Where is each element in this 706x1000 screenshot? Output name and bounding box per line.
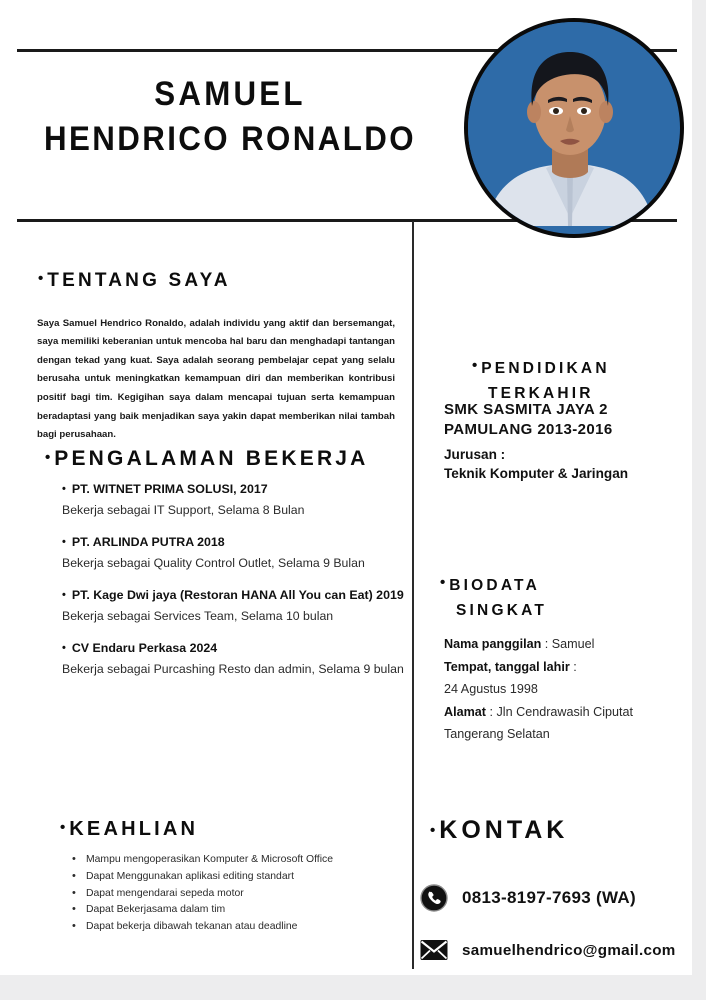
education-heading <box>472 353 610 406</box>
bullet-icon: • <box>430 822 436 839</box>
biodata-heading-line1: BIODATA <box>449 577 540 594</box>
experience-heading-label: PENGALAMAN BEKERJA <box>54 447 369 470</box>
list-item: • Dapat Bekerjasama dalam tim <box>72 902 402 919</box>
page-bottom-margin <box>0 975 706 1000</box>
page-right-margin <box>692 0 706 975</box>
bullet-icon: • <box>38 270 44 287</box>
biodata-value: Samuel <box>551 637 595 651</box>
experience-title-label: CV Endaru Perkasa 2024 <box>71 641 218 655</box>
experience-title-label: PT. Kage Dwi jaya (Restoran HANA All You can Eat) 2019 <box>71 588 404 602</box>
list-item <box>0 639 412 678</box>
bullet-icon: • <box>62 589 66 601</box>
experience-description: Bekerja sebagai IT Support, Selama 8 Bulan <box>62 503 305 517</box>
last-name: HENDRICO RONALDO <box>44 120 416 158</box>
experience-title-label: PT. WITNET PRIMA SOLUSI, 2017 <box>71 482 268 496</box>
skills-list <box>72 852 402 936</box>
education-heading-line2: TERKAHIR <box>488 385 594 402</box>
bullet-icon: • <box>62 536 66 548</box>
right-column <box>412 0 706 975</box>
skills-heading <box>60 815 198 842</box>
experience-list <box>0 480 412 692</box>
bullet-icon: • <box>62 642 66 654</box>
biodata-value: 24 Agustus 1998 <box>444 682 538 696</box>
biodata-separator: : <box>486 704 497 719</box>
bullet-icon: • <box>62 483 66 495</box>
bullet-icon: • <box>440 574 446 591</box>
experience-title-label: PT. ARLINDA PUTRA 2018 <box>71 535 225 549</box>
experience-description: Bekerja sebagai Services Team, Selama 10 bulan <box>62 609 334 623</box>
bullet-icon: • <box>45 449 51 466</box>
list-item <box>444 678 699 701</box>
biodata-list <box>444 633 699 746</box>
bullet-icon: • <box>472 357 478 374</box>
list-item <box>444 656 699 679</box>
biodata-value: Jln Cendrawasih Ciputat <box>496 704 634 719</box>
biodata-separator: : <box>541 637 552 651</box>
list-item: • Dapat bekerja dibawah tekanan atau deadline <box>72 919 402 936</box>
experience-title <box>0 639 408 657</box>
biodata-label: Nama panggilan <box>444 637 542 651</box>
contact-phone[interactable] <box>420 884 636 912</box>
experience-title <box>0 533 408 551</box>
education-school: SMK SASMITA JAYA 2 PAMULANG 2013-2016 <box>444 401 613 438</box>
list-item <box>0 480 412 519</box>
experience-title <box>0 586 408 604</box>
about-heading <box>38 266 231 293</box>
contact-email[interactable] <box>420 936 676 964</box>
about-heading-label: TENTANG SAYA <box>47 270 231 291</box>
experience-description: Bekerja sebagai Quality Control Outlet, Selama 9 Bulan <box>62 556 365 570</box>
list-item <box>444 723 699 746</box>
about-body: Saya Samuel Hendrico Ronaldo, adalah individu yang aktif dan bersemangat, saya memiliki keberanian untuk mencoba hal baru dan menghadapi tantangan dengan tekad yang kuat. Saya adalah seorang pembelajar cepat yang selalu berusaha untuk meningkatkan kemampuan diri dan memberikan kontribusi positif bagi tim. Kegigihan saya dalam mencapai tujuan serta kemampuan beradaptasi yang baik menjadikan saya yakin dapat memberikan nilai tambah bagi perusahaan. <box>37 317 395 441</box>
experience-description: Bekerja sebagai Purcashing Resto dan admin, Selama 9 bulan <box>62 662 404 676</box>
experience-heading <box>45 445 369 471</box>
biodata-heading-line2: SINGKAT <box>456 602 547 619</box>
list-item <box>0 533 412 572</box>
biodata-value: Tangerang Selatan <box>444 727 550 741</box>
list-item <box>0 586 412 625</box>
contact-phone-value: 0813-8197-7693 (WA) <box>462 888 636 907</box>
education-major-value: Teknik Komputer & Jaringan <box>444 466 629 481</box>
contact-heading <box>430 818 568 843</box>
biodata-separator: : <box>569 659 577 674</box>
education-heading-line1: PENDIDIKAN <box>481 360 610 377</box>
list-item: • Dapat mengendarai sepeda motor <box>72 886 402 903</box>
biodata-label: Alamat <box>444 704 486 719</box>
skills-heading-label: KEAHLIAN <box>69 818 199 840</box>
phone-icon <box>420 884 448 912</box>
list-item <box>444 633 699 656</box>
list-item: • Dapat Menggunakan aplikasi editing standart <box>72 869 402 886</box>
first-name: SAMUEL <box>154 75 306 113</box>
list-item: • Mampu mengoperasikan Komputer & Microsoft Office <box>72 852 402 869</box>
experience-title <box>0 480 408 498</box>
contact-email-value: samuelhendrico@gmail.com <box>462 941 676 959</box>
education-major <box>444 445 699 483</box>
biodata-heading <box>440 570 547 623</box>
list-item <box>444 701 699 724</box>
bullet-icon: • <box>60 819 66 836</box>
education-major-label: Jurusan : <box>444 447 506 462</box>
biodata-label: Tempat, tanggal lahir <box>444 659 570 674</box>
contact-heading-label: KONTAK <box>439 816 569 844</box>
envelope-icon <box>420 936 448 964</box>
